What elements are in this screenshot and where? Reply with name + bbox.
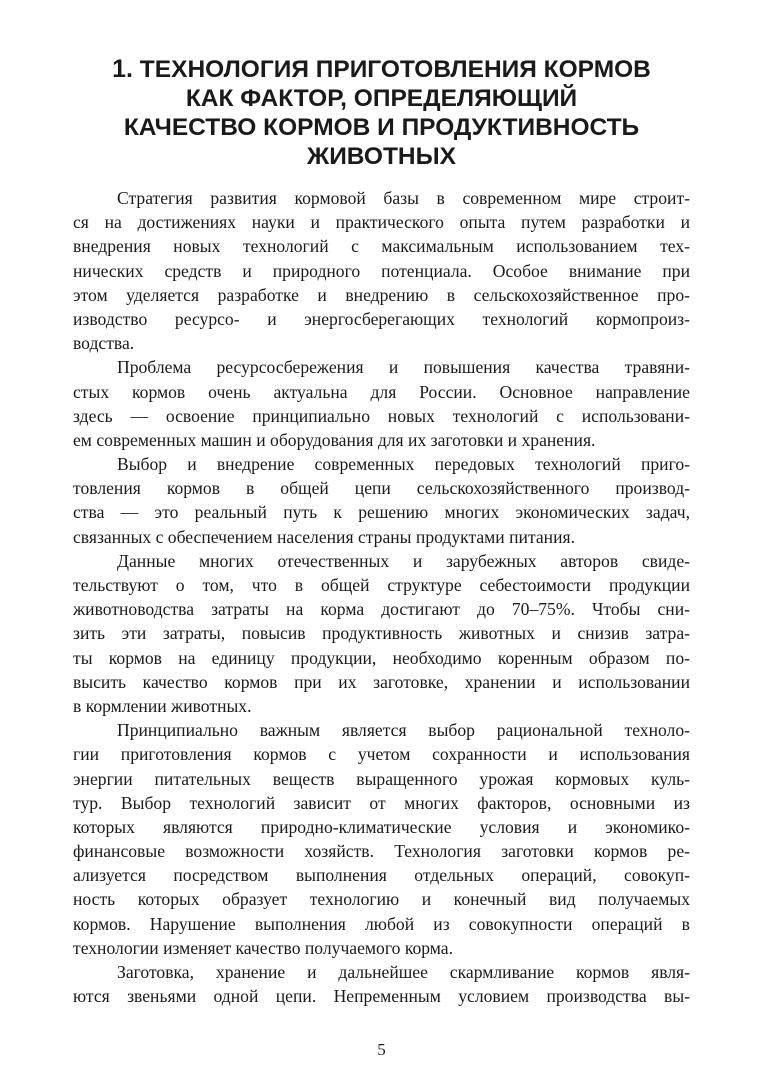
text-line: гии приготовления кормов с учетом сохранности и использования <box>73 744 690 765</box>
text-line: нических средств и природного потенциала. Особое внимание при <box>73 260 690 281</box>
text-line: кормов. Нарушение выполнения любой из совокупности операций в <box>73 913 690 934</box>
text-line: Заготовка, хранение и дальнейшее скармливание кормов явля- <box>117 962 690 982</box>
chapter-number: 1. <box>112 55 133 83</box>
paragraph-4 <box>73 549 690 718</box>
text-line: ем современных машин и оборудования для их заготовки и хранения. <box>73 429 596 450</box>
text-line: Проблема ресурсосбережения и повышения качества травяни- <box>117 357 690 378</box>
text-line: ты кормов на единицу продукции, необходимо коренным образом по- <box>73 647 690 668</box>
text-line: технологии изменяет качество получаемого корма. <box>73 937 454 958</box>
text-line: в кормлении животных. <box>73 695 252 716</box>
text-line: ность которых образует технологию и конечный вид получаемых <box>73 889 690 910</box>
text-line: зить эти затраты, повысив продуктивность животных и снизив затра- <box>73 623 690 644</box>
heading-line-3: КАЧЕСТВО КОРМОВ И ПРОДУКТИВНОСТЬ <box>123 114 640 141</box>
text-line: Выбор и внедрение современных передовых технологий приго- <box>117 454 690 475</box>
text-line: ются звеньями одной цепи. Непременным условием производства вы- <box>73 986 690 1007</box>
text-line: финансовые возможности хозяйств. Технология заготовки кормов ре- <box>73 841 690 862</box>
text-line: тельствуют о том, что в общей структуре себестоимости продукции <box>73 575 690 595</box>
text-line: которых являются природно-климатические условия и экономико- <box>73 816 690 837</box>
text-line: высить качество кормов при их заготовке, хранении и использовании <box>73 671 690 692</box>
text-line: животноводства затраты на корма достигают до 70–75%. Чтобы сни- <box>73 599 690 620</box>
text-line: внедрения новых технологий с максимальным использованием тех- <box>73 236 690 257</box>
paragraph-3 <box>73 452 690 549</box>
text-line: здесь — освоение принципиально новых технологий с использовани- <box>73 405 690 426</box>
heading-line-2: КАК ФАКТОР, ОПРЕДЕЛЯЮЩИЙ <box>185 85 578 112</box>
paragraph-5 <box>73 718 690 960</box>
text-line: связанных с обеспечением населения страны продуктами питания. <box>73 526 575 547</box>
text-line: ализуется посредством выполнения отдельных операций, совокуп- <box>73 865 690 886</box>
text-line: Данные многих отечественных и зарубежных авторов свиде- <box>117 550 690 571</box>
paragraph-2 <box>73 355 690 452</box>
heading-line-1: 1. ТЕХНОЛОГИЯ ПРИГОТОВЛЕНИЯ КОРМОВ <box>112 55 651 83</box>
chapter-heading <box>70 55 693 171</box>
paragraph-6 <box>73 960 690 1008</box>
text-line: товления кормов в общей цепи сельскохозяйственного производ- <box>73 478 690 499</box>
paragraph-1 <box>73 186 690 355</box>
text-line: энергии питательных веществ выращенного урожая кормовых куль- <box>73 768 690 789</box>
text-line: ся на достижениях науки и практического опыта путем разработки и <box>73 212 690 233</box>
heading-line-4: ЖИВОТНЫХ <box>307 143 456 170</box>
text-line: Принципиально важным является выбор рациональной техноло- <box>117 720 690 741</box>
body-text <box>73 186 690 1008</box>
text-line: ства — это реальный путь к решению многих экономических задач, <box>73 502 690 523</box>
text-line: этом уделяется разработке и внедрению в сельскохозяйственное про- <box>73 284 690 305</box>
text-line: стых кормов очень актуальна для России. Основное направление <box>73 381 690 402</box>
text-line: изводство ресурсо- и энергосберегающих технологий кормопроиз- <box>73 308 690 329</box>
page-number: 5 <box>377 1040 386 1059</box>
text-line: тур. Выбор технологий зависит от многих факторов, основными из <box>73 792 690 813</box>
text-line: водства. <box>73 333 135 354</box>
text-line: Стратегия развития кормовой базы в современном мире строит- <box>117 188 690 208</box>
